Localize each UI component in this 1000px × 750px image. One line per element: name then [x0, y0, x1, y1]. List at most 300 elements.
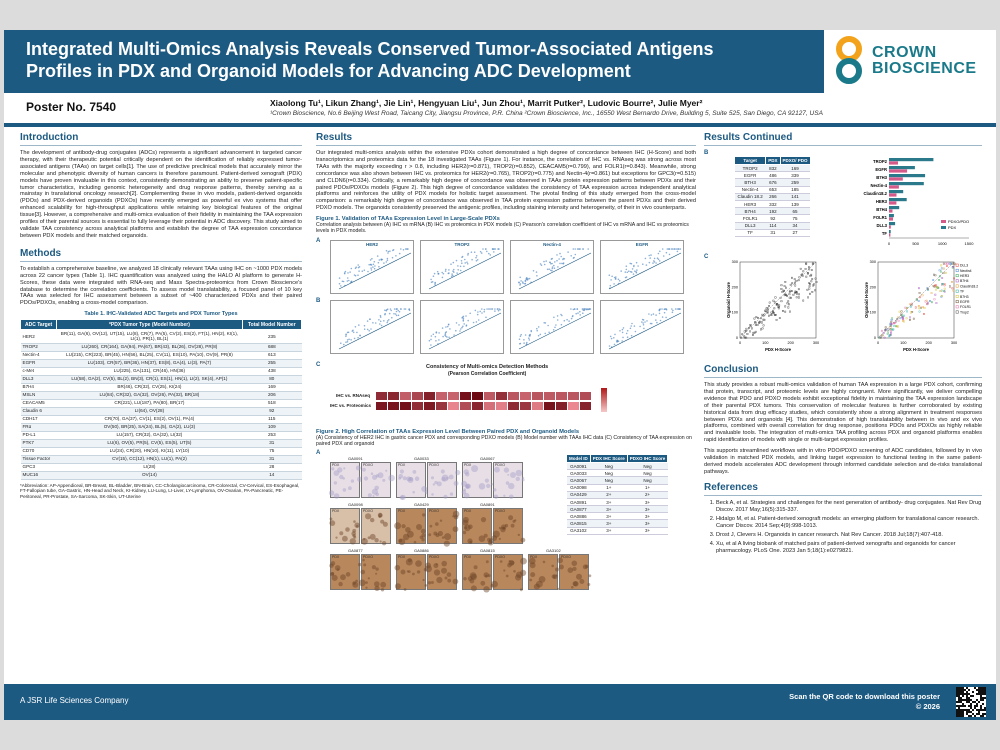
heatmap-cell	[556, 402, 567, 410]
table-row	[21, 447, 302, 455]
table-cell: LU(103), CR(57), BR(36), HN(37), ES(8), GA(4), LI(3), PA(7)	[57, 359, 242, 367]
pdx-vs-organoid-scatter	[864, 258, 979, 356]
tissue-texture	[362, 555, 392, 591]
table-cell: 255	[242, 359, 301, 367]
table-cell: OV(14)	[57, 471, 242, 479]
adc-target-table	[20, 319, 302, 479]
legend-swatch	[956, 295, 958, 297]
table-cell: TROP2	[21, 343, 57, 351]
heatmap-cell	[436, 402, 447, 410]
table-cell: 3+	[627, 513, 668, 520]
table-cell: 3+	[627, 506, 668, 513]
tissue-texture	[463, 555, 493, 591]
table-header: ADC Target	[21, 320, 57, 330]
tissue-image-pdx	[462, 462, 492, 498]
column-right	[704, 132, 982, 557]
panel-label: A	[316, 449, 321, 456]
poster-number: Poster No. 7540	[26, 100, 117, 114]
tissue-image-pdxo	[493, 554, 523, 590]
poster-title: Integrated Multi-Omics Analysis Reveals Conserved Tumor-Associated Antigens Profiles in PDX and Organoid Models for Advancing ADC Development	[26, 39, 714, 81]
table-cell: GA0091	[567, 462, 591, 469]
heatmap-cell	[436, 392, 447, 400]
table-cell: GA0877	[567, 506, 591, 513]
methods-text: To establish a comprehensive baseline, we analyzed 18 clinically relevant TAAs using IHC on ~1000 PDX models across 22 cancer types (Table 1). IHC quantification was analyzed using the HALO AI platform to generate H-Scores, these data were integrated with RNA-seq and Mass Spectra-proteomics from Crown Bioscience's database to determine the correlation coefficients. To assess model translatability, a focused panel of 10 key TAAs was selected for IHC assessment between a subset of ~400 characterized PDXs and their paired PDOs/PDXOs, enabling a cross-model comparison.	[20, 265, 302, 307]
table-cell: 3+	[627, 520, 668, 527]
table-row	[735, 165, 811, 172]
legend-label: EGFR	[960, 300, 970, 304]
heatmap-cell	[556, 392, 567, 400]
tissue-image-label: PDXO	[363, 508, 373, 513]
table-cell: 3+	[627, 498, 668, 505]
heatmap-cell	[412, 392, 423, 400]
table-cell: FOLR1	[735, 215, 766, 222]
scatter-points	[331, 241, 415, 295]
table-cell: BR(46), CR(32), CV(25), KI(24)	[57, 383, 242, 391]
table-cell: Neg	[590, 470, 627, 477]
table-cell: BR(11), GA(6), OV(12), UT(15), LU(8), CR(7), PA(5), CV(2), ES(2), FT(1), HN(2), KI(1), LI(1), PR(1), BL(1)	[57, 330, 242, 343]
table-cell: LU(157), CR(32), GA(32), LI(32)	[57, 431, 242, 439]
tissue-texture	[560, 555, 590, 591]
table-cell: TROP2	[735, 165, 766, 172]
legend-swatch	[956, 290, 958, 292]
bar-pdxo	[889, 185, 899, 188]
scatter-points	[331, 301, 415, 355]
table-header: PDXO IHC Score	[627, 454, 668, 462]
panel-label: A	[316, 237, 321, 244]
table-row	[567, 506, 668, 513]
table-cell: 3+	[590, 527, 627, 534]
tissue-image-pdxo	[493, 508, 523, 544]
legend-swatch	[956, 274, 958, 276]
table-header: *PDX Tumor Type (Model Number)	[57, 320, 242, 330]
bar-pdxo	[889, 233, 890, 236]
tissue-image-pdx	[330, 462, 360, 498]
table-header-row	[735, 157, 811, 165]
correlation-scatter-plot	[330, 240, 414, 294]
bar-axis-tick: 500	[912, 241, 920, 246]
table-cell: 115	[242, 415, 301, 423]
tissue-texture	[494, 555, 524, 591]
tissue-texture	[397, 463, 427, 499]
conclusion-text-1: This study provides a robust multi-omics validation of human TAA expression in a large PDX cohort, confirming that protein, transcript, and proteomic levels are highly congruent. More significantly, we deliver compelling evidence that PDO and PDXO models exhibit exceptional fidelity in maintaining the TAA expression landscape of their parental PDX tumors. This conservation of molecular features is further corroborated by existing historical data from drug efficacy studies, which consistently show a strong alignment in treatment responses between PDXs and organoids [4]. This demonstration of high translatability between in vivo and ex vivo platforms, combined with overall correlation for drug response, positions PDOs and PDXOs as highly reliable and invaluable tools. The integration of multi-omics TAA profiling across PDX and organoid platforms enables rapid identification of models with single or multi-target expression profiles.	[704, 382, 982, 444]
methods-heading: Methods	[20, 248, 302, 262]
tissue-image-label: PDX	[332, 508, 340, 513]
tissue-image-label: PDXO	[429, 554, 439, 559]
heatmap-title: Consistency of Multi-omics Detection Methods	[426, 363, 549, 370]
heatmap-cell	[472, 392, 483, 400]
tissue-image-label: PDX	[464, 508, 472, 513]
intro-text: The development of antibody-drug conjugates (ADCs) represents a significant advancement in targeted cancer therapy, with their therapeutic potential critically dependent on the identification of reliably expressed tumor-associated antigens (TAAs) on target cells[1]. The use of predictive preclinical models that accurately mirror the molecular and phenotypic diversity of human cancers is therefore paramount. Patient-derived xenograft (PDX) models have proven invaluable in this context, consistently demonstrating an ability to preserve patient-specific tumor characteristics, including genomic heterogeneity and drug response patterns, thereby serving as a mainstay in translational oncology research[2]. Complementing these in vivo models, patient-derived organoids (PDOs) and PDX-derived organoids (PDXOs) have recently emerged as powerful ex vivo systems that offer enhanced scalability for high-throughput applications while retaining key biological features of the original tissue[3]. However, a comprehensive and multi-omics evaluation of their fidelity in maintaining the TAA expression profiles of their parental sources is essential to fully leverage their potential in ADC discovery. This study aimed to validate TAA consistency across analytical platforms and establish the degree of TAA expression concordance between PDX models and their matched organoids.	[20, 150, 302, 239]
table-cell: 31	[242, 439, 301, 447]
bar-category-label: TROP2	[873, 159, 887, 164]
table-cell: 332	[766, 200, 780, 207]
table-cell: 3+	[590, 520, 627, 527]
tissue-image-label: PDXO	[429, 508, 439, 513]
table-row	[735, 186, 811, 193]
tissue-texture	[428, 509, 458, 545]
table-cell: 14	[242, 471, 301, 479]
table-cell: 676	[766, 179, 780, 186]
bar-pdx	[889, 222, 895, 225]
heatmap-cell	[412, 402, 423, 410]
heatmap-cell	[484, 402, 495, 410]
tissue-image-label: PDX	[398, 554, 406, 559]
table-cell: BTH3	[735, 179, 766, 186]
table-cell: LU(58), GA(2), CV(5), BL(2), BN(3), CR(1), ES(1), HN(1), LI(2), SK(4), AP(1)	[57, 375, 242, 383]
table-cell: 169	[242, 383, 301, 391]
table-cell: DLL3	[21, 375, 57, 383]
scatter-axis-tick: 300	[731, 260, 738, 264]
heatmap-cell	[496, 392, 507, 400]
table-header-row	[567, 454, 668, 462]
heatmap-cell	[568, 402, 579, 410]
tissue-image-pdx	[462, 508, 492, 544]
table-cell: LU(225), GA(131), CR(46), HN(36)	[57, 367, 242, 375]
table-cell: HER3	[735, 200, 766, 207]
legend-label: DLL3	[960, 263, 969, 268]
table-cell: 3+	[590, 513, 627, 520]
table-cell: MSLN	[21, 391, 57, 399]
results-heading: Results	[316, 132, 696, 146]
tissue-image-pdxo	[427, 554, 457, 590]
table-row	[21, 431, 302, 439]
scatter-y-label: Organoid H-Score	[726, 282, 731, 318]
tissue-model-label: GA0886	[414, 547, 429, 553]
table-row	[735, 215, 811, 222]
scatter-axis-tick: 300	[869, 260, 876, 264]
table-row	[21, 415, 302, 423]
table-row	[21, 439, 302, 447]
table-cell: 80	[242, 375, 301, 383]
heatmap-cell	[472, 402, 483, 410]
bar-pdxo	[889, 169, 907, 172]
table-row	[21, 330, 302, 343]
table-cell: PTK7	[21, 439, 57, 447]
table-cell: 653	[766, 186, 780, 193]
bar-pdx	[889, 158, 933, 161]
heatmap-cell	[580, 402, 591, 410]
abbreviation-note: *Abbreviation: AP-Appendiceal, BR-Breast, BL-Bladder, BN-Brain, CC-Cholangiocarcinoma, CR-Colorectal, CV-Cervical, ES-Esophageal, FT-Fallopian tube, GA-Gastric, HN-Head and Neck, KI-Kidney, LU-Lung, LI-Liver, LY-Lymphoma, OV-Ovarian, PA-Pancreatic, PE-Peritoneal, PR-Prostate, SA-Sarcoma, SK-Skin, UT-Uterine	[20, 482, 300, 500]
poster	[4, 30, 996, 720]
table-row	[21, 351, 302, 359]
table-cell: 518	[242, 399, 301, 407]
figure2-caption: Figure 2. High Correlation of TAAs Expression Level Between Paired PDX and Organoid Models	[316, 428, 580, 435]
legend-label: Claudin18.2	[960, 284, 979, 289]
heatmap-cell	[424, 392, 435, 400]
tissue-image-pdx	[330, 554, 360, 590]
table-row	[567, 477, 668, 484]
tissue-image-label: PDXO	[429, 462, 439, 467]
panel-label: C	[704, 254, 709, 260]
qr-code-icon[interactable]	[956, 687, 986, 717]
bar-category-label: B7H4	[876, 207, 887, 212]
heatmap-cell	[376, 392, 387, 400]
bar-category-label: DLL3	[876, 223, 887, 228]
table-header: Model ID	[567, 454, 591, 462]
table-cell: CR(221), LU(187), PA(80), BR(17)	[57, 399, 242, 407]
heatmap-subtitle: (Pearson Correlation Coefficient)	[448, 370, 527, 377]
table-row	[567, 527, 668, 534]
table-row	[21, 375, 302, 383]
figure2-panel-c	[704, 254, 982, 358]
panel-label: B	[704, 150, 709, 156]
tissue-image-label: PDX	[332, 462, 340, 467]
title-banner	[4, 30, 996, 93]
table-row	[567, 513, 668, 520]
table-cell: 92	[766, 215, 780, 222]
reference-list	[704, 500, 982, 555]
table-row	[735, 193, 811, 200]
ihc-score-table	[566, 454, 668, 535]
tissue-texture	[362, 509, 392, 545]
bar-pdx	[889, 214, 894, 217]
table-cell: LU(215), CR(223), BR(45), HN(56), BL(25), CV(11), ES(10), PA(10), OV(9), PR(8)	[57, 351, 242, 359]
table-row	[567, 520, 668, 527]
tissue-model-label: GA0877	[348, 547, 363, 553]
heatmap-cell	[532, 392, 543, 400]
table-cell: 206	[242, 391, 301, 399]
crown-bioscience-logo: CROWN BIOSCIENCE	[824, 30, 996, 93]
tissue-model-label: GA3102	[546, 547, 561, 553]
tissue-image-pdxo	[493, 462, 523, 498]
figure2-subcaption: (A) Consistency of HER2 IHC in gastric cancer PDX and corresponding PDXO models (B) Model number with TAAs IHC data (C) Consistency of TAA expression on paired PDX and organoid	[316, 434, 692, 447]
table-cell: 28	[242, 463, 301, 471]
heatmap-cell	[568, 392, 579, 400]
ihc-score-table-body	[566, 454, 668, 535]
table-row	[567, 462, 668, 469]
reference-item: 2. Hidalgo M, et al. Patient-derived xenograft models: an emerging platform for translational cancer research. Cancer Discov. 2014 Sep;4(9):998-1013.	[716, 516, 982, 530]
table-cell: Nectin-4	[735, 186, 766, 193]
table-header: PDX	[766, 157, 780, 165]
table-row	[735, 229, 811, 236]
tissue-image-label: PDX	[464, 462, 472, 467]
heatmap-cell	[544, 402, 555, 410]
table-cell: GA0886	[567, 513, 591, 520]
table-cell: 339	[780, 172, 810, 179]
table-cell: 169	[780, 165, 810, 172]
conclusion-text-2: This supports streamlined workflows with in vitro PDO/PDXO screening of ADC candidates, followed by in vivo validation in matched PDX models, and linking target expression to functional testing in the same patient-derived models accelerates ADC development through informed candidate selection and de-risks translational pathways.	[704, 448, 982, 475]
tissue-image-pdxo	[361, 554, 391, 590]
tissue-image-label: PDXO	[495, 462, 505, 467]
legend-swatch	[956, 285, 958, 287]
table-cell: Tissue Factor	[21, 455, 57, 463]
scatter-axis-tick: 0	[738, 341, 742, 345]
heatmap-cell	[424, 402, 435, 410]
tissue-model-label: GA0815	[480, 547, 495, 553]
tissue-texture	[494, 463, 524, 499]
table-row	[21, 367, 302, 375]
heatmap-cell	[448, 392, 459, 400]
table-cell: GA0067	[567, 477, 591, 484]
bar-pdxo	[889, 177, 903, 180]
scatter-axis-tick: 100	[731, 310, 738, 315]
table-cell: EGFR	[21, 359, 57, 367]
table-cell: 3+	[590, 498, 627, 505]
table-cell: 832	[766, 165, 780, 172]
table-cell: Claudin 6	[21, 407, 57, 415]
bar-category-label: TF	[881, 231, 887, 236]
reference-item: 1. Beck A, et al. Strategies and challenges for the next generation of antibody- drug conjugates. Nat Rev Drug Discov. 2017 May;16(5):315-337.	[716, 500, 982, 514]
table-cell: 31	[242, 455, 301, 463]
table-cell: GA0098	[567, 484, 591, 491]
table-row	[21, 407, 302, 415]
table-cell: Neg	[590, 462, 627, 469]
table-row	[21, 471, 302, 479]
legend-label: TF	[960, 289, 965, 294]
table-cell: CV(15), CC(12), HN(1), LU(1), PA(2)	[57, 455, 242, 463]
table-row	[735, 200, 811, 207]
table-cell: CEACAM5	[21, 399, 57, 407]
scatter-axis-tick: 0	[873, 336, 876, 340]
heatmap-cell	[508, 392, 519, 400]
table-cell: 139	[780, 200, 810, 207]
footer	[4, 684, 996, 720]
table-row	[21, 423, 302, 431]
correlation-scatter-plot	[600, 240, 684, 294]
tissue-model-label: GA0429	[414, 501, 429, 507]
table-row	[21, 391, 302, 399]
heatmap-cell	[376, 402, 387, 410]
heatmap-cell	[496, 402, 507, 410]
bar-axis-tick: 0	[887, 241, 891, 246]
scatter-axis-tick: 200	[869, 285, 876, 290]
tissue-texture	[529, 555, 559, 591]
tissue-image-pdx	[396, 462, 426, 498]
tissue-model-label: GA0891	[480, 501, 495, 507]
table-row	[735, 222, 811, 229]
legend-label: PDX	[948, 225, 957, 230]
figure1-caption: Figure 1. Validation of TAAs Expression Level in Large-Scale PDXs	[316, 216, 500, 223]
correlation-scatter-plot	[510, 300, 594, 354]
table-cell: EGFR	[735, 172, 766, 179]
table-row	[21, 383, 302, 391]
correlation-scatter-plot	[420, 300, 504, 354]
bar-category-label: Claudin18.2	[863, 191, 887, 196]
scatter-title: EGFR	[635, 241, 649, 247]
table-cell: B7H4	[21, 383, 57, 391]
table-cell: 109	[242, 423, 301, 431]
scatter-title: HER2	[365, 241, 378, 247]
figure1	[316, 238, 696, 426]
table-cell: CR(70), GA(37), CV(1), ES(2), OV(1), PA(4)	[57, 415, 242, 423]
legend-label: Trop2	[960, 310, 969, 315]
table-cell: 114	[766, 222, 780, 229]
tissue-image-label: PDX	[530, 554, 538, 559]
heatmap-cell	[388, 392, 399, 400]
bar-pdxo	[889, 161, 898, 164]
affiliations: ¹Crown Bioscience, No.6 Beijing West Road, Taicang City, Jiangsu Province, P.R. China ²Crown Bioscience, Inc., 16550 West Bernardo Drive, Building 5, Suite 525, San Diego, CA 92127, USA	[270, 110, 823, 117]
tissue-image-label: PDXO	[363, 462, 373, 467]
bar-pdx	[889, 166, 915, 169]
table-cell: DLL3	[735, 222, 766, 229]
heatmap-cell	[532, 402, 543, 410]
table-cell: GA0033	[567, 470, 591, 477]
conclusion-heading: Conclusion	[704, 364, 982, 378]
tissue-texture	[463, 463, 493, 499]
legend-label: B7H3	[960, 294, 969, 299]
table-cell: PD-L1	[21, 431, 57, 439]
table-cell: Claudin 18.2	[735, 193, 766, 200]
scatter-axis-tick: 0	[735, 336, 738, 340]
tissue-image-label: PDX	[398, 508, 406, 513]
correlation-scatter-plot	[330, 300, 414, 354]
heatmap-cell	[508, 402, 519, 410]
qr-instructions: Scan the QR code to download this poster © 2026	[789, 692, 940, 711]
tissue-image-pdx	[396, 554, 426, 590]
scatter-axis-tick: 100	[869, 310, 876, 315]
legend-swatch	[956, 311, 958, 313]
table-cell: B7H4	[735, 208, 766, 215]
table-header: Total Model Number	[242, 320, 301, 330]
heatmap-cell	[400, 402, 411, 410]
bar-pdx	[889, 230, 891, 233]
table-cell: LU(84), CR(32), GA(32), OV(26), PA(32), BR(18)	[57, 391, 242, 399]
table-cell: LU(6), OV(5), PR(5), CV(5), ES(5), UT(5)	[57, 439, 242, 447]
scatter-x-label: PDX H-Score	[903, 347, 929, 352]
results-continued-heading: Results Continued	[704, 132, 982, 146]
legend-swatch	[941, 226, 946, 229]
tissue-image-pdxo	[361, 508, 391, 544]
tissue-texture	[362, 463, 392, 499]
scatter-points	[511, 301, 595, 355]
scatter-title: Nectin-4	[543, 241, 561, 247]
jsr-logo: A JSR Life Sciences Company	[20, 696, 129, 705]
bar-category-label: EGFR	[875, 167, 887, 172]
tissue-texture	[397, 509, 427, 545]
table-cell: LI(64), OV(28)	[57, 407, 242, 415]
table-row	[21, 455, 302, 463]
table-cell: 2+	[627, 491, 668, 498]
correlation-scatter-plot	[600, 300, 684, 354]
header-divider	[4, 123, 996, 127]
reference-item: 4. Xu, et al A living biobank of matched pairs of patient-derived xenografts and organoids for cancer pharmacology. PLoS One. 2023 Jan 5;18(1):e0279821.	[716, 541, 982, 555]
tissue-image-pdx	[528, 554, 558, 590]
heatmap-row-label: IHC vs. Proteomics	[330, 402, 372, 408]
table-cell: OV(50), BR(25), SA(24), BL(5), GA(2), LU(3)	[57, 423, 242, 431]
bar-category-label: FOLR1	[873, 215, 887, 220]
tissue-image-pdx	[462, 554, 492, 590]
reference-item: 3. Drost J, Clevers H. Organoids in cancer research. Nat Rev Cancer. 2018 Jul;18(7):407-418.	[716, 532, 982, 539]
heatmap-cell	[580, 392, 591, 400]
table-cell: GA0891	[567, 498, 591, 505]
table-cell: Neg	[627, 477, 668, 484]
tissue-model-label: GA0098	[348, 501, 363, 507]
tissue-image-label: PDXO	[363, 554, 373, 559]
table-cell: 75	[242, 447, 301, 455]
correlation-scatter-plot	[420, 240, 504, 294]
table-cell: 65	[780, 208, 810, 215]
scatter-axis-tick: 300	[950, 341, 958, 345]
table-cell: FRα	[21, 423, 57, 431]
figure1-subcaption: Correlation analysis between (A) IHC vs mRNA (B) IHC vs proteomics in PDX models (C) Pearson's correlation coefficient of IHC vs mRNA and IHC vs proteomics levels in PDX models.	[316, 222, 689, 235]
table-cell: GA3102	[567, 527, 591, 534]
heatmap-cell	[484, 392, 495, 400]
legend-swatch	[956, 280, 958, 282]
scatter-points	[421, 241, 505, 295]
tissue-image-label: PDXO	[561, 554, 571, 559]
scatter-points	[511, 241, 595, 295]
table-cell: GA0815	[567, 520, 591, 527]
table-cell: TF	[735, 229, 766, 236]
table-cell: 486	[766, 172, 780, 179]
heatmap-colorbar	[601, 388, 607, 412]
table-header: Target	[735, 157, 766, 165]
table-row	[21, 399, 302, 407]
tissue-image-label: PDX	[332, 554, 340, 559]
table-cell: 31	[766, 229, 780, 236]
table-cell: GPC3	[21, 463, 57, 471]
table-cell: 2+	[590, 491, 627, 498]
